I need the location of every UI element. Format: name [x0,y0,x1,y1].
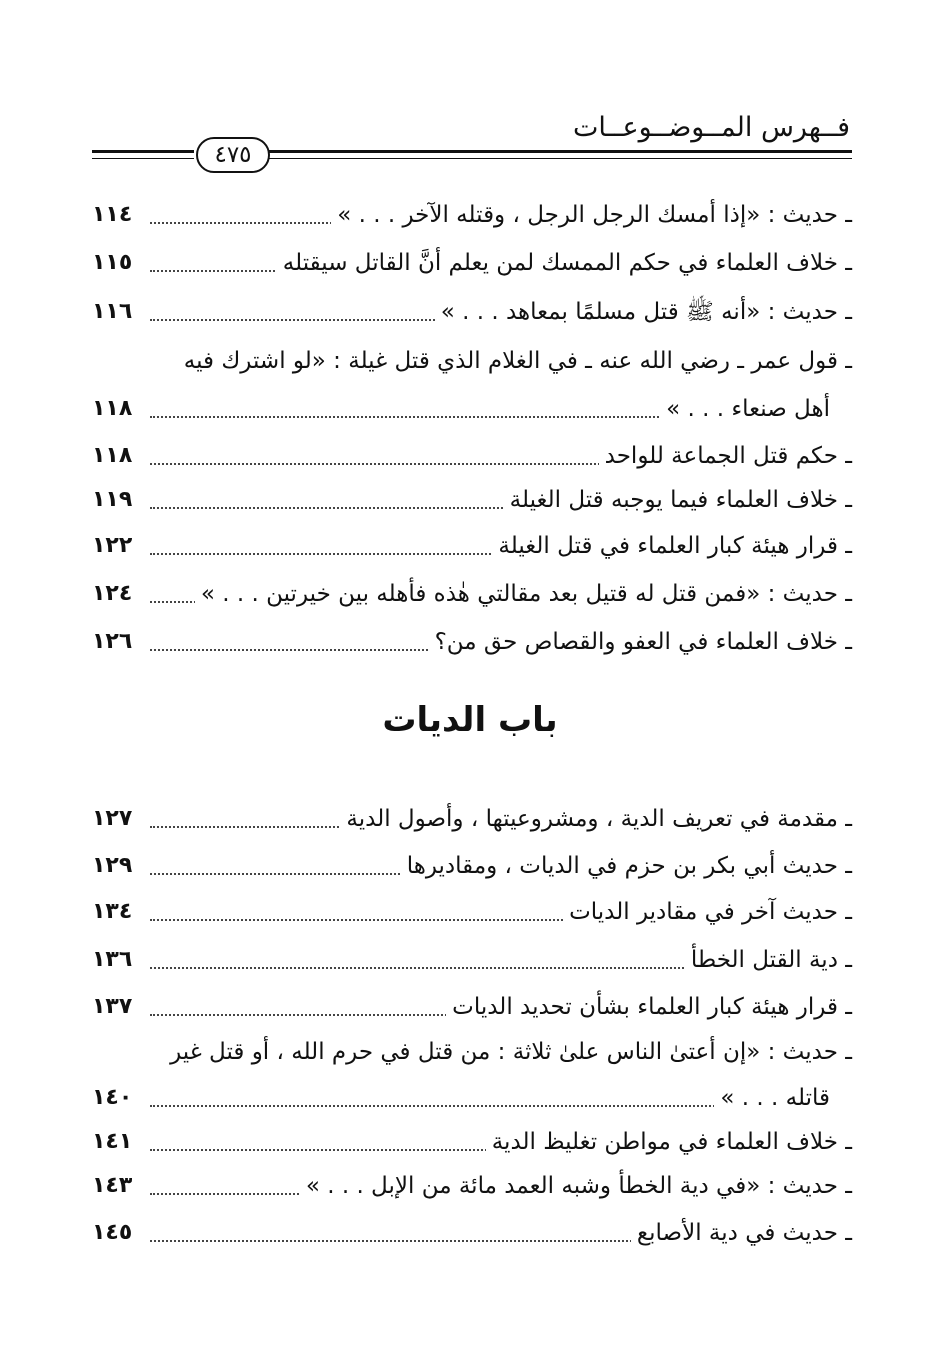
leader-dots [150,1240,640,1242]
leader-dots [150,1149,530,1151]
toc-page-number: ١١٩ [92,487,133,512]
toc-page-number: ١٣٤ [92,899,133,924]
toc-entry [92,481,852,519]
toc-page-number: ١٢٦ [92,629,133,654]
toc-page-number: ١١٤ [92,202,133,227]
toc-entry [92,893,852,931]
toc-entry-text: ـ خلاف العلماء في العفو والقصاص حق من؟ [429,623,852,661]
toc-page-number: ١٣٧ [92,994,133,1019]
toc-page-number: ١٤١ [92,1129,133,1154]
leader-dots [150,967,740,969]
toc-entry-continuation [92,1079,852,1117]
toc-page-number: ١٤٥ [92,1220,133,1245]
toc-page-number: ١١٦ [92,299,133,324]
leader-dots [150,1105,770,1107]
toc-entry [92,437,852,475]
running-header-title: فــهرس المــوضــوعــات [573,112,850,143]
toc-entry-text: ـ مقدمة في تعريف الدية ، ومشروعيتها ، وأصول الدية [340,800,852,838]
header-rule [268,150,852,153]
toc-page-number: ١٢٢ [92,533,133,558]
leader-dots [150,919,610,921]
section-heading: باب الديات [382,700,558,740]
toc-page-number: ١١٨ [92,396,133,421]
toc-entry-text: ـ حكم قتل الجماعة للواحد [599,437,852,475]
toc-entry [92,1214,852,1252]
toc-page-number: ١٢٧ [92,806,133,831]
toc-entry [92,527,852,565]
toc-page-number: ١٢٩ [92,853,133,878]
toc-entry-text: ـ حديث في دية الأصابع [631,1214,852,1252]
toc-entry [92,293,852,331]
toc-entry-text: ـ حديث : «إن أعتىٰ الناس علىٰ ثلاثة : من قتل في حرم الله ، أو قتل غير [164,1033,852,1071]
toc-entry-text: ـ حديث : «أنه ﷺ قتل مسلمًا بمعاهد . . . » [435,293,852,331]
toc-entry-text: ـ حديث : «إذا أمسك الرجل الرجل ، وقتله الآخر . . . » [331,196,852,234]
toc-entry-text: ـ خلاف العلماء في حكم الممسك لمن يعلم أنَّ القاتل سيقتله [277,244,852,282]
toc-entry-text: قاتله . . . » [714,1079,830,1117]
toc-entry-text: ـ خلاف العلماء فيما يوجبه قتل الغيلة [504,481,852,519]
toc-entry [92,196,852,234]
leader-dots [150,1014,490,1016]
leader-dots [150,463,620,465]
toc-entry [92,244,852,282]
page-number: ٤٧٥ [196,137,270,173]
toc-page-number: ١٤٠ [92,1085,133,1110]
toc-entry-text: أهل صنعاء . . . » [660,390,830,428]
toc-entry [92,342,852,380]
toc-entry-continuation [92,390,852,428]
toc-entry [92,988,852,1026]
toc-entry [92,1033,852,1071]
leader-dots [150,553,550,555]
toc-entry-text: ـ حديث آخر في مقادير الديات [563,893,852,931]
toc-entry-text: ـ دية القتل الخطأ [685,941,852,979]
leader-dots [150,873,440,875]
header-rule [92,150,194,153]
toc-page-number: ١٢٤ [92,581,133,606]
toc-page-number: ١٣٦ [92,947,133,972]
toc-entry-text: ـ قول عمر ـ رضي الله عنه ـ في الغلام الذي قتل غيلة : «لو اشترك فيه [178,342,852,380]
toc-entry-text: ـ حديث : «في دية الخطأ وشبه العمد مائة من الإبل . . . » [300,1167,852,1205]
header-rule [268,158,852,159]
toc-entry-text: ـ حديث أبي بكر بن حزم في الديات ، ومقاديرها [401,847,852,885]
toc-entry-text: ـ قرار هيئة كبار العلماء في قتل الغيلة [492,527,852,565]
toc-entry [92,847,852,885]
header-rule [92,158,194,159]
leader-dots [150,416,670,418]
toc-entry-text: ـ خلاف العلماء في مواطن تغليظ الدية [486,1123,852,1161]
toc-page-number: ١١٥ [92,250,133,275]
toc-entry [92,941,852,979]
toc-entry-text: ـ قرار هيئة كبار العلماء بشأن تحديد الديات [446,988,852,1026]
toc-entry-text: ـ حديث : «فمن قتل له قتيل بعد مقالتي هٰذه فأهله بين خيرتين . . . » [195,575,852,613]
toc-entry [92,800,852,838]
toc-entry [92,623,852,661]
toc-page-number: ١١٨ [92,443,133,468]
toc-entry [92,1123,852,1161]
toc-page-number: ١٤٣ [92,1173,133,1198]
toc-entry [92,1167,852,1205]
toc-entry [92,575,852,613]
